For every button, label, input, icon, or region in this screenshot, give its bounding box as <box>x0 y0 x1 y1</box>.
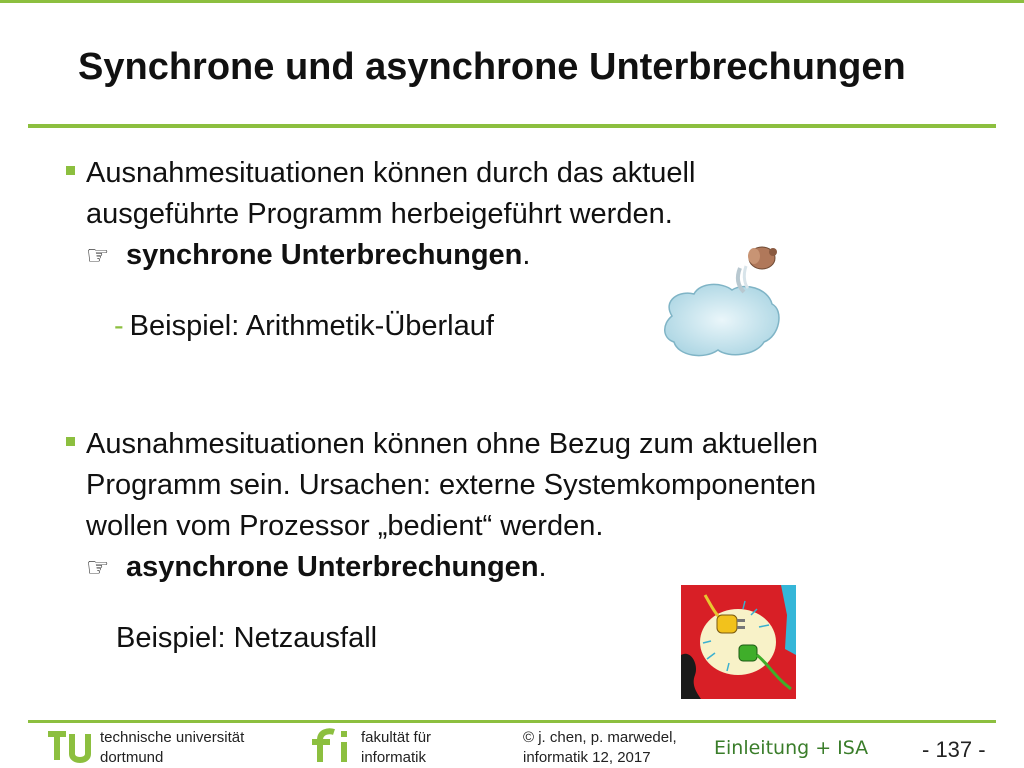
example-overflow <box>114 310 494 343</box>
copyright-line1: © j. chen, p. marwedel, <box>523 729 677 746</box>
conclusion-line <box>86 235 966 277</box>
term-suffix: . <box>522 239 531 271</box>
sub-bullet-dash: - <box>114 310 124 342</box>
faculty-line2: informatik <box>361 749 427 766</box>
term-synchronous: synchrone Unterbrechungen <box>126 239 523 271</box>
bullet-synchronous <box>66 153 966 277</box>
bullet-line: ausgeführte Programm herbeigeführt werden. <box>86 198 673 230</box>
term-asynchronous: asynchrone Unterbrechungen <box>126 551 539 583</box>
slide-title: Synchrone und asynchrone Unterbrechungen <box>78 46 906 88</box>
example-text: Beispiel: Arithmetik-Überlauf <box>129 310 494 342</box>
bullet-asynchronous <box>66 424 966 589</box>
top-accent-line <box>0 0 1024 3</box>
pointing-hand-icon: ☞ <box>86 553 110 583</box>
power-plug-illustration <box>681 585 796 699</box>
faculty-line1: fakultät für <box>361 729 432 746</box>
fi-logo <box>308 726 358 766</box>
page-number: - 137 - <box>922 737 986 762</box>
copyright <box>523 728 677 768</box>
conclusion-line <box>86 547 966 589</box>
bullet-line: Ausnahmesituationen können durch das aktuell <box>86 157 696 189</box>
bullet-line: Ausnahmesituationen können ohne Bezug zum aktuellen <box>86 428 818 460</box>
bullet-square-icon <box>66 166 75 175</box>
overflow-cloud-jug-illustration <box>660 238 785 363</box>
bullet-line: wollen vom Prozessor „bedient“ werden. <box>86 510 604 542</box>
footer-divider <box>28 720 996 723</box>
copyright-line2: informatik 12, 2017 <box>523 749 651 766</box>
university-name <box>100 728 244 768</box>
example-power-failure: Beispiel: Netzausfall <box>116 622 378 654</box>
pointing-hand-icon: ☞ <box>86 241 110 271</box>
term-suffix: . <box>538 551 547 583</box>
title-divider <box>28 124 996 128</box>
faculty-name <box>361 728 431 768</box>
university-line2: dortmund <box>100 749 164 766</box>
bullet-line: Programm sein. Ursachen: externe Systemkomponenten <box>86 469 817 501</box>
section-label: Einleitung + ISA <box>714 737 869 759</box>
bullet-square-icon <box>66 437 75 446</box>
university-line1: technische universität <box>100 729 245 746</box>
tu-logo <box>44 726 96 766</box>
